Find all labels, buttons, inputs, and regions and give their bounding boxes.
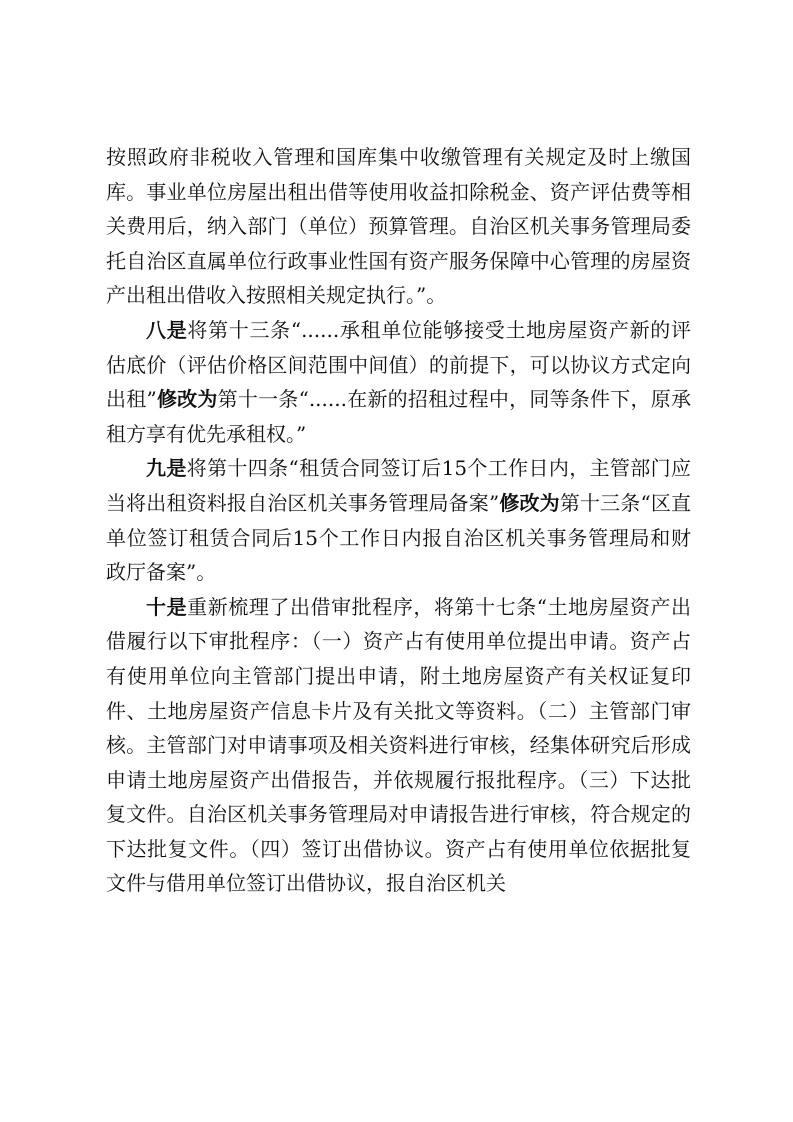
paragraph-text: 按照政府非税收入管理和国库集中收缴管理有关规定及时上缴国库。事业单位房屋出租出借等使用收益扣除税金、资产评估费等相关费用后，纳入部门（单位）预算管理。自治区机关事务管理局委托自治区直属单位行政事业性国有资产服务保障中心管理的房屋资产出租出借收入按照相关规定执行。”。 (106, 145, 691, 308)
paragraph-item-8 (106, 313, 691, 451)
amend-keyword: 修改为 (156, 387, 218, 412)
item-lead-10: 十是 (146, 594, 188, 619)
item-lead-9: 九是 (146, 456, 187, 481)
paragraph-continuation (106, 140, 691, 313)
original-clause-text: 将第十四条“租赁合同签订后15个工作日内，主管部门应当将出租资料报自治区机关事务管理局备案” (106, 456, 691, 515)
paragraph-item-9 (106, 451, 691, 589)
amend-keyword: 修改为 (499, 490, 560, 515)
original-clause-text: 将第十三条“......承租单位能够接受土地房屋资产新的评估底价（评估价格区间范围中间值）的前提下，可以协议方式定向出租” (106, 317, 691, 412)
paragraph-item-10 (106, 590, 691, 901)
document-body (106, 140, 691, 901)
amended-clause-text: 第十三条“区直单位签订租赁合同后15个工作日内报自治区机关事务管理局和财政厅备案”。 (106, 490, 691, 585)
procedure-text: 重新梳理了出借审批程序，将第十七条“土地房屋资产出借履行以下审批程序：（一）资产占有使用单位提出申请。资产占有使用单位向主管部门提出申请，附土地房屋资产有关权证复印件、土地房屋资产信息卡片及有关批文等资料。（二）主管部门审核。主管部门对申请事项及相关资料进行审核，经集体研究后形成申请土地房屋资产出借报告，并依规履行报批程序。（三）下达批复文件。自治区机关事务管理局对申请报告进行审核，符合规定的下达批复文件。（四）签订出借协议。资产占有使用单位依据批复文件与借用单位签订出借协议，报自治区机关 (106, 594, 691, 896)
item-lead-8: 八是 (146, 317, 188, 342)
amended-clause-text: 第十一条“......在新的招租过程中，同等条件下，原承租方享有优先承租权。” (106, 387, 691, 446)
